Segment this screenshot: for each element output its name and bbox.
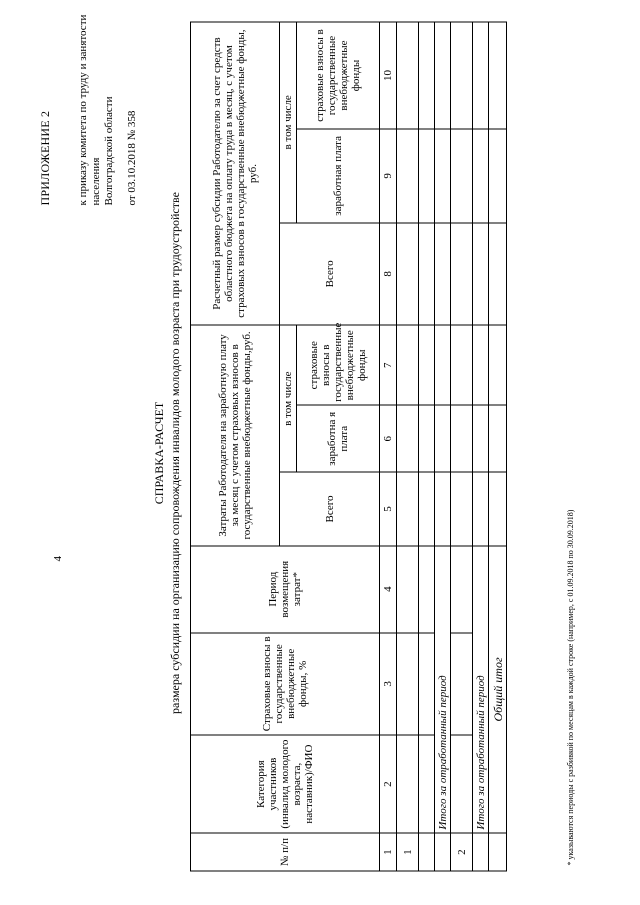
document-subtitle: размера субсидии на организацию сопровождения инвалидов молодого возраста при трудоустройстве: [168, 191, 182, 714]
subtotal-label: Итого за отработанный период: [473, 545, 489, 832]
grand-total-label: Общий итог: [489, 545, 507, 832]
header-costs-wages: заработна я плата: [297, 405, 380, 472]
header-insurance-percent: Страховые взносы в государственные внебюджетные фонды, %: [191, 632, 380, 734]
subtotal-label: Итого за отработанный период: [435, 545, 451, 832]
header-costs-total: Всего: [280, 472, 380, 546]
column-number: 8: [380, 222, 397, 324]
subtotal-row: [473, 22, 489, 871]
header-subsidy-including: в том числе: [280, 22, 297, 223]
appendix-title: ПРИЛОЖЕНИЕ 2: [38, 110, 52, 205]
header-subsidy-total: Всего: [280, 222, 380, 324]
row-number: 1: [397, 833, 419, 871]
header-period: Период возмещения затрат*: [191, 545, 380, 632]
appendix-line-1: к приказу комитета по труду и занятости населения: [77, 14, 102, 205]
appendix-block: [38, 0, 138, 205]
header-subsidy-fees: страховые взносы в государственные внебюджетные фонды: [297, 22, 380, 129]
column-number: 4: [380, 545, 397, 632]
calculation-table: [190, 21, 507, 871]
header-category: Категория участников (инвалид молодого возраста, наставник)/ФИО: [191, 735, 380, 833]
column-number: 3: [380, 632, 397, 734]
column-number-row: [380, 22, 397, 871]
grand-total-row: [489, 22, 507, 871]
column-number: 9: [380, 129, 397, 223]
column-number: 5: [380, 472, 397, 546]
subtotal-row: [435, 22, 451, 871]
column-number: 10: [380, 22, 397, 129]
header-subsidy-wages: заработная плата: [297, 129, 380, 223]
header-number: № п/п: [191, 833, 380, 871]
footnote: * указываются периоды с разбивкой по месяцам в каждой строке (например, с 01.09.2018 по 30.09.2018): [566, 509, 575, 865]
header-subsidy: Расчетный размер субсидии Работодателю за счет средств областного бюджета на оплату труда в месяц, с учетом страховых взносов в государственные внебюджетные фонды, руб.: [191, 22, 280, 325]
appendix-line-3: от 03.10.2018 № 358: [126, 110, 138, 205]
column-number: 7: [380, 325, 397, 405]
appendix-line-2: Волгоградской области: [103, 96, 115, 205]
table-row: [419, 22, 435, 871]
header-employer-costs: Затраты Работодателя на заработную плату за месяц с учетом страховых взносов в государственные внебюджетные фонды,руб.: [191, 325, 280, 546]
header-costs-fees: страховые взносы в государственные внебюджетные фонды: [297, 325, 380, 405]
table-row: [451, 22, 473, 871]
row-number: 2: [451, 833, 473, 871]
header-costs-including: в том числе: [280, 325, 297, 472]
table-row: [397, 22, 419, 871]
document-title: СПРАВКА-РАСЧЕТ: [152, 401, 166, 504]
column-number: 1: [380, 833, 397, 871]
page-number: 4: [52, 555, 64, 561]
column-number: 2: [380, 735, 397, 833]
column-number: 6: [380, 405, 397, 472]
